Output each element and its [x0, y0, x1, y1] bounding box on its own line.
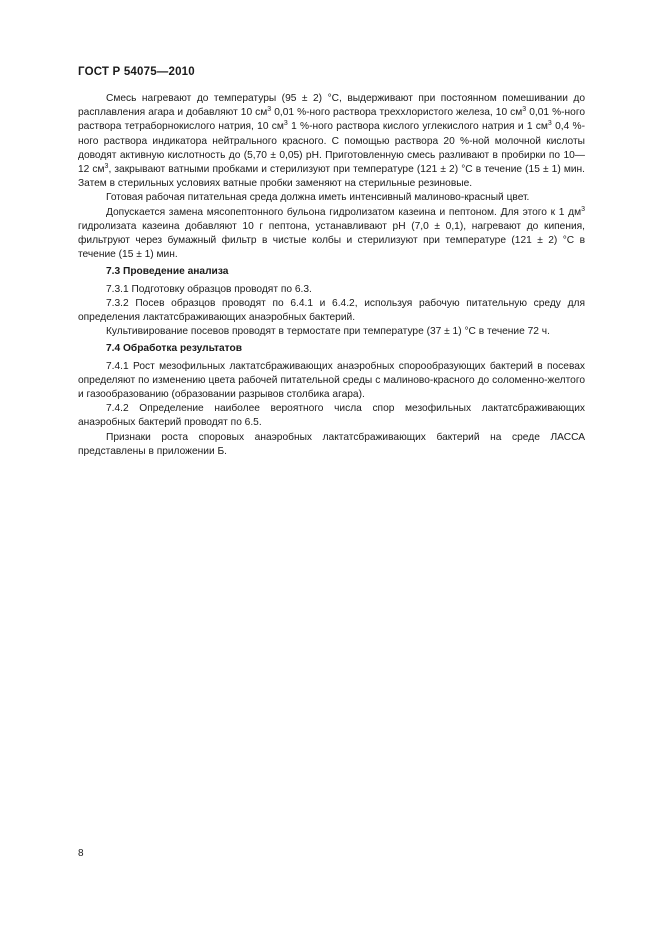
paragraph-7-3-1: 7.3.1 Подготовку образцов проводят по 6.3.	[106, 283, 312, 295]
section-heading-7-4: 7.4 Обработка результатов	[106, 343, 243, 355]
paragraph-growth-signs: Признаки роста споровых анаэробных лактатсбраживающих бактерий на среде ЛАССА представлены в приложении Б.	[78, 431, 585, 457]
document-header: ГОСТ Р 54075—2010	[78, 66, 195, 78]
paragraph-heating: Смесь нагревают до температуры (95 ± 2) °С, выдерживают при постоянном помешивании до расплавления агара и добавляют 10 $см^3$ 0,01 %-ного раствора треххлористого железа, 10 $см^3$ 0,01 %-ного раствора тетраборнокислого натрия, 10 $см^3$ 1 %-ного раствора кислого углекислого натрия и 1 $см^3$ 0,4 %-ного раствора индикатора нейтрального красного. С помощью раствора 20 %-ной молочной кислоты доводят активную кислотность до (5,70 ± 0,05) рН. Приготовленную смесь разливают в пробирки по 10—12 $см^3$, закрывают ватными пробками и стерилизуют при температуре (121 ± 2) °С в течение (15 ± 1) мин. Затем в стерильных условиях ватные пробки заменяют на стерильные резиновые.	[78, 93, 585, 190]
document-body	[78, 92, 585, 459]
paragraph-medium-color: Готовая рабочая питательная среда должна иметь интенсивный малиново-красный цвет.	[106, 192, 530, 204]
paragraph-7-3-2: 7.3.2 Посев образцов проводят по 6.4.1 и 6.4.2, используя рабочую питательную среду для определения лактатсбраживающих анаэробных бактерий.	[78, 297, 585, 324]
paragraph-7-4-2: 7.4.2 Определение наиболее вероятного числа спор мезофильных лактатсбраживающих анаэробных бактерий проводят по 6.5.	[78, 403, 585, 429]
page-number: 8	[78, 848, 84, 859]
paragraph-7-4-1: 7.4.1 Рост мезофильных лактатсбраживающих анаэробных спорообразующих бактерий в посевах определяют по изменению цвета рабочей питательной среды с малиново-красного до соломенно-желтого и газообразованию (образовании разрывов столбика агара).	[78, 360, 585, 401]
paragraph-replacement: Допускается замена мясопептонного бульона гидролизатом казеина и пептоном. Для этого к 1 $дм^3$ гидролизата казеина добавляют 10 г пептона, устанавливают рН (7,0 ± 0,1), нагревают до кипения, фильтруют через бумажный фильтр в чистые колбы и стерилизуют при температуре (121 ± 2) °С в течение (15 ± 1) мин.	[78, 205, 585, 261]
section-heading-7-3: 7.3 Проведение анализа	[106, 266, 229, 278]
paragraph-cultivation: Культивирование посевов проводят в термостате при температуре (37 ± 1) °С в течение 72 ч.	[106, 326, 550, 338]
